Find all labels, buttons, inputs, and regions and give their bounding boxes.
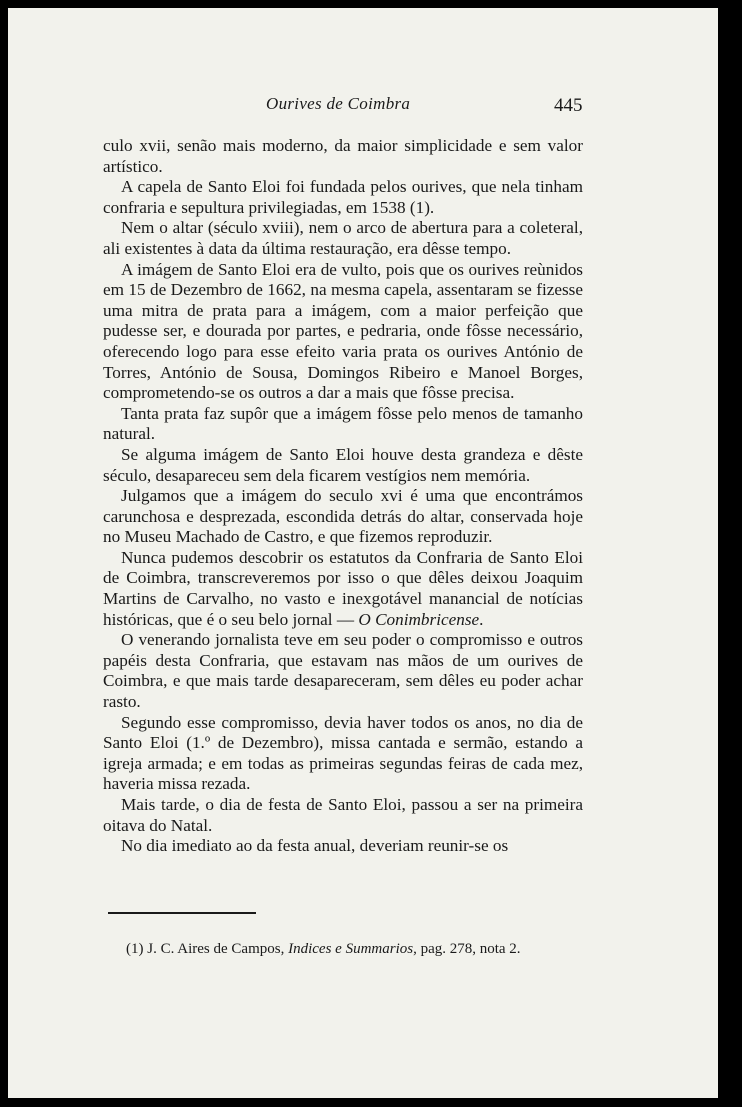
page-header (8, 94, 730, 124)
newspaper-title: O Conimbricense (358, 609, 480, 629)
paragraph: Tanta prata faz supôr que a imágem fôsse pelo menos de tamanho natural. (103, 403, 583, 444)
book-page (8, 8, 730, 1098)
body-text (103, 136, 583, 857)
footnote-rule (108, 912, 256, 914)
paragraph: No dia imediato ao da festa anual, deveriam reunir-se os (121, 836, 509, 856)
footnote-title: Indices e Summarios (288, 941, 414, 957)
footnote-marker: (1) (126, 941, 144, 957)
paragraph: Se alguma imágem de Santo Eloi houve desta grandeza e dêste século, desaparecеu sem dela ficarem vestígios nem memória. (103, 444, 583, 485)
footnote (126, 940, 596, 958)
paragraph: Julgamos que a imágem do seculo xvi é uma que encontrámos carunchosa e desprezada, escondida detrás do altar, conservada hoje no Museu Machado de Castro, e que fizemos reproduzir. (103, 486, 583, 547)
paragraph-text: Nunca pudemos descobrir os estatutos da Confraria de Santo Eloi de Coimbra, transcreveremos por isso o que dêles deixou Joaquim Martins de Carvalho, no vasto e inexgotável manancial de notícias históricas, que é o seu belo jornal — (103, 547, 583, 629)
paragraph: A capela de Santo Eloi foi fundada pelos ourives, que nela tinham confraria e sepultura privilegiadas, em 1538 (1). (103, 177, 583, 217)
paragraph: O venerando jornalista teve em seu poder o compromisso e outros papéis desta Confraria, que estavam nas mãos de um ourives de Coimbra, e que mais tarde desapareceram, sem dêles eu poder achar rasto. (103, 630, 583, 712)
footnote-author: J. C. Aires de Campos, (147, 941, 285, 957)
page-edge-shadow (718, 8, 730, 1098)
paragraph: A imágem de Santo Eloi era de vulto, pois que os ourives reùnidos em 15 de Dezembro de 1662, na mesma capela, assentaram se fizesse uma mitra de prata para a imágem, com a maior perfeição que pudesse ser, e dourada por partes, e pedraria, onde fôsse necessário, oferecendo logo para esse efeito varia prata os ourives António de Torres, António de Sousa, Domingos Ribeiro e Manoel Borges, comprometendo-se os outros a dar a mais que fôsse precisa. (103, 259, 583, 403)
page-number: 445 (554, 95, 583, 116)
paragraph: Segundo esse compromisso, devia haver todos os anos, no dia de Santo Eloi (1.º de Dezembro), missa cantada e sermão, estando a igreja armada; e em todas as primeiras segundas feiras de cada mez, haveria missa rezada. (103, 712, 583, 794)
running-title: Ourives de Coimbra (266, 94, 411, 113)
footnote-reference: , pag. 278, nota 2. (413, 941, 521, 957)
paragraph-text-end: . (479, 609, 484, 629)
paragraph: Mais tarde, o dia de festa de Santo Eloi, passou a ser na primeira oitava do Natal. (103, 795, 583, 835)
paragraph: culo xvii, senão mais moderno, da maior simplicidade e sem valor artístico. (103, 136, 583, 176)
paragraph: Nem o altar (século xviii), nem o arco de abertura para a coleteral, ali existentes à data da última restauração, era dêsse tempo. (103, 218, 583, 258)
paragraph (103, 548, 583, 630)
